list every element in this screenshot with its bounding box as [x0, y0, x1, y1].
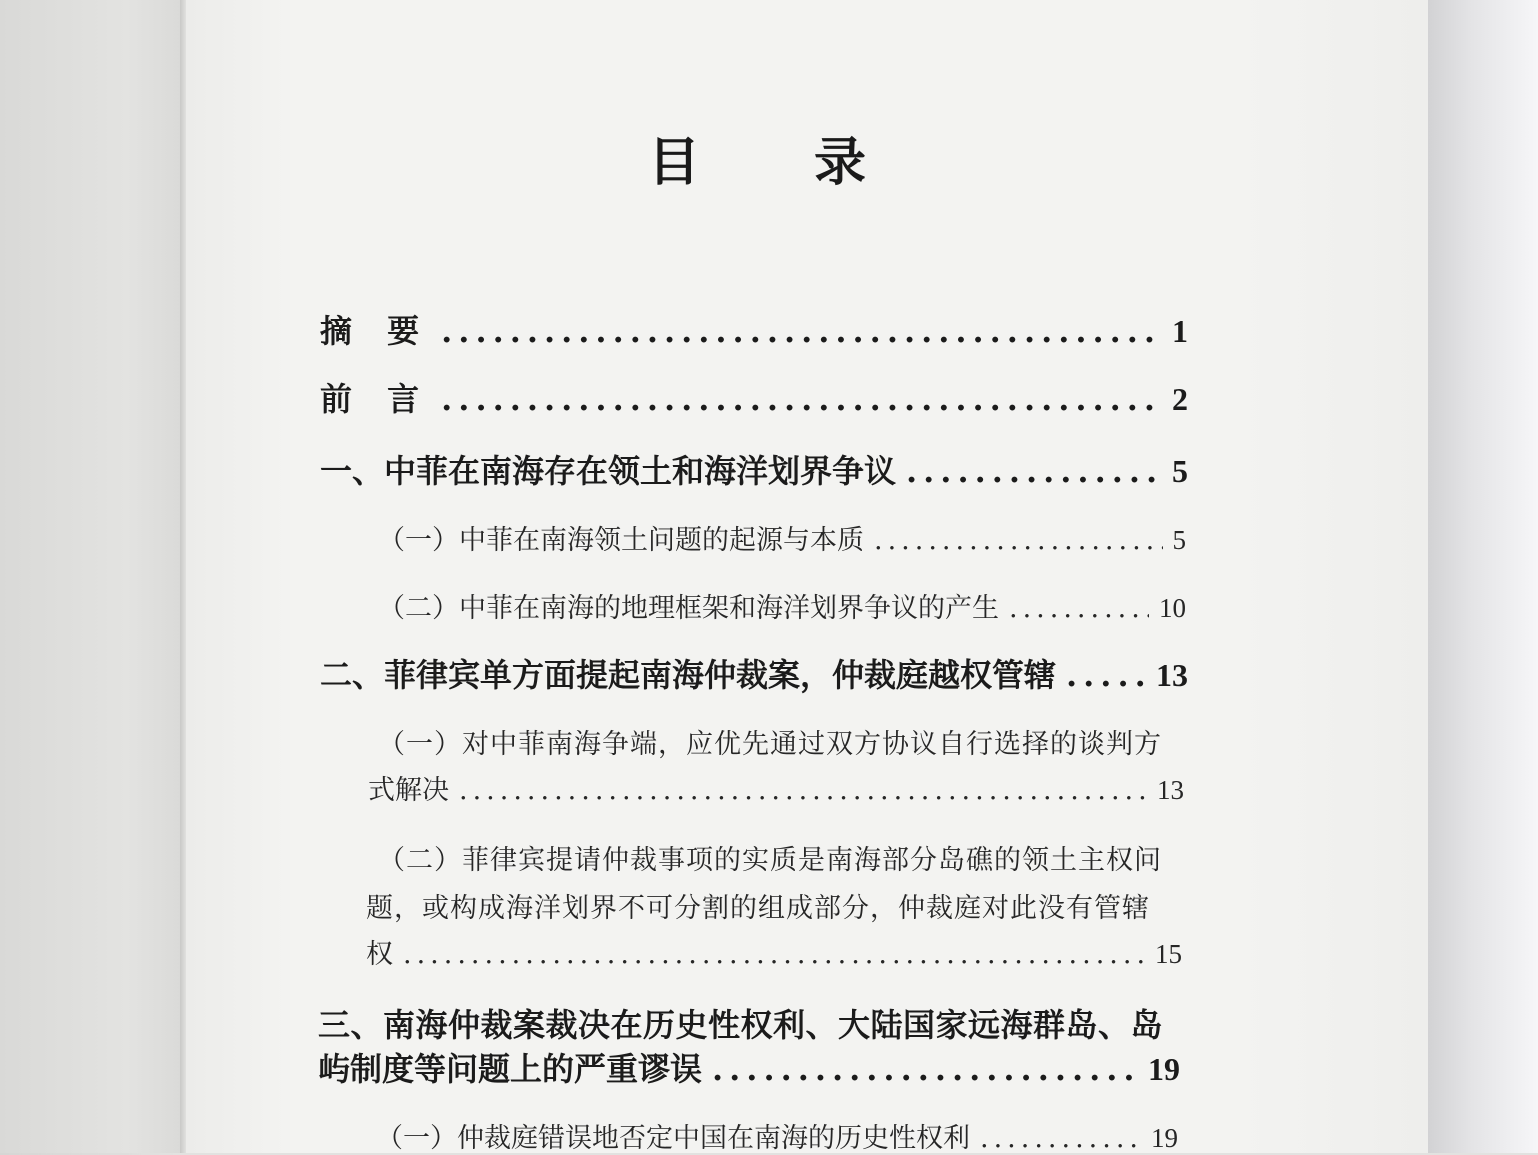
toc-page-number: 19: [1151, 1123, 1178, 1153]
toc-entry-section-2-1-line1[interactable]: （一）对中菲南海争端，应优先通过双方协议自行选择的谈判方: [378, 729, 1162, 760]
toc-entry-section-1-2[interactable]: [378, 586, 1186, 625]
leader-dots: [712, 1050, 1138, 1088]
toc-entry-section-1-1[interactable]: [378, 518, 1186, 557]
toc-entry-text: 前 言: [320, 380, 432, 418]
toc-entry-text: （一）仲裁庭错误地否定中国在南海的历史性权利: [376, 1123, 970, 1154]
toc-entry-text: 摘 要: [320, 312, 432, 350]
leader-dots: [441, 380, 1162, 418]
toc-entry-section-2-2-line1[interactable]: （二）菲律宾提请仲裁事项的实质是南海部分岛礁的领土主权问: [378, 845, 1162, 876]
toc-page-number: 5: [1172, 525, 1186, 555]
leader-dots: [874, 525, 1163, 556]
toc-page-number: 10: [1159, 593, 1186, 623]
toc-entry-text: 屿制度等问题上的严重谬误: [318, 1050, 703, 1088]
toc-entry-text: 一、中菲在南海存在领土和海洋划界争议: [320, 452, 897, 490]
leader-dots: [459, 775, 1147, 806]
toc-page-number: 13: [1157, 775, 1184, 805]
toc-entry-text: （一）中菲在南海领土问题的起源与本质: [378, 525, 864, 556]
toc-entry-preface[interactable]: [320, 374, 1188, 420]
toc-entry-text: 式解决: [368, 775, 449, 806]
toc-entry-section-2[interactable]: [320, 650, 1188, 696]
toc-entry-section-2-2[interactable]: [366, 932, 1182, 971]
leader-dots: [1009, 593, 1149, 624]
leader-dots: [403, 939, 1145, 970]
toc-entry-section-2-1[interactable]: [368, 768, 1184, 807]
toc-page-number: 5: [1172, 453, 1188, 489]
toc-page-number: 1: [1172, 313, 1188, 349]
toc-page-number: 19: [1148, 1051, 1180, 1087]
toc-page-number: 2: [1172, 381, 1188, 417]
toc-page-number: 15: [1155, 939, 1182, 969]
toc-entry-section-3-line1[interactable]: 三、南海仲裁案裁决在历史性权利、大陆国家远海群岛、岛: [318, 1006, 1164, 1044]
leader-dots: [1066, 656, 1146, 694]
toc-entry-section-3[interactable]: [318, 1044, 1180, 1090]
leader-dots: [980, 1123, 1141, 1154]
toc-entry-text: 二、菲律宾单方面提起南海仲裁案，仲裁庭越权管辖: [320, 656, 1057, 694]
toc-entry-section-3-1[interactable]: [376, 1116, 1178, 1155]
toc-page-number: 13: [1156, 657, 1188, 693]
toc-entry-abstract[interactable]: [320, 306, 1188, 352]
toc-entry-text: 权: [366, 939, 393, 970]
toc-entry-text: （二）中菲在南海的地理框架和海洋划界争议的产生: [378, 593, 999, 624]
leader-dots: [906, 452, 1162, 490]
leader-dots: [441, 312, 1162, 350]
toc-entry-section-2-2-line2[interactable]: 题，或构成海洋划界不可分割的组成部分，仲裁庭对此没有管辖: [366, 893, 1150, 924]
toc-entry-section-1[interactable]: [320, 446, 1188, 492]
toc-title: 目 录: [647, 132, 915, 193]
